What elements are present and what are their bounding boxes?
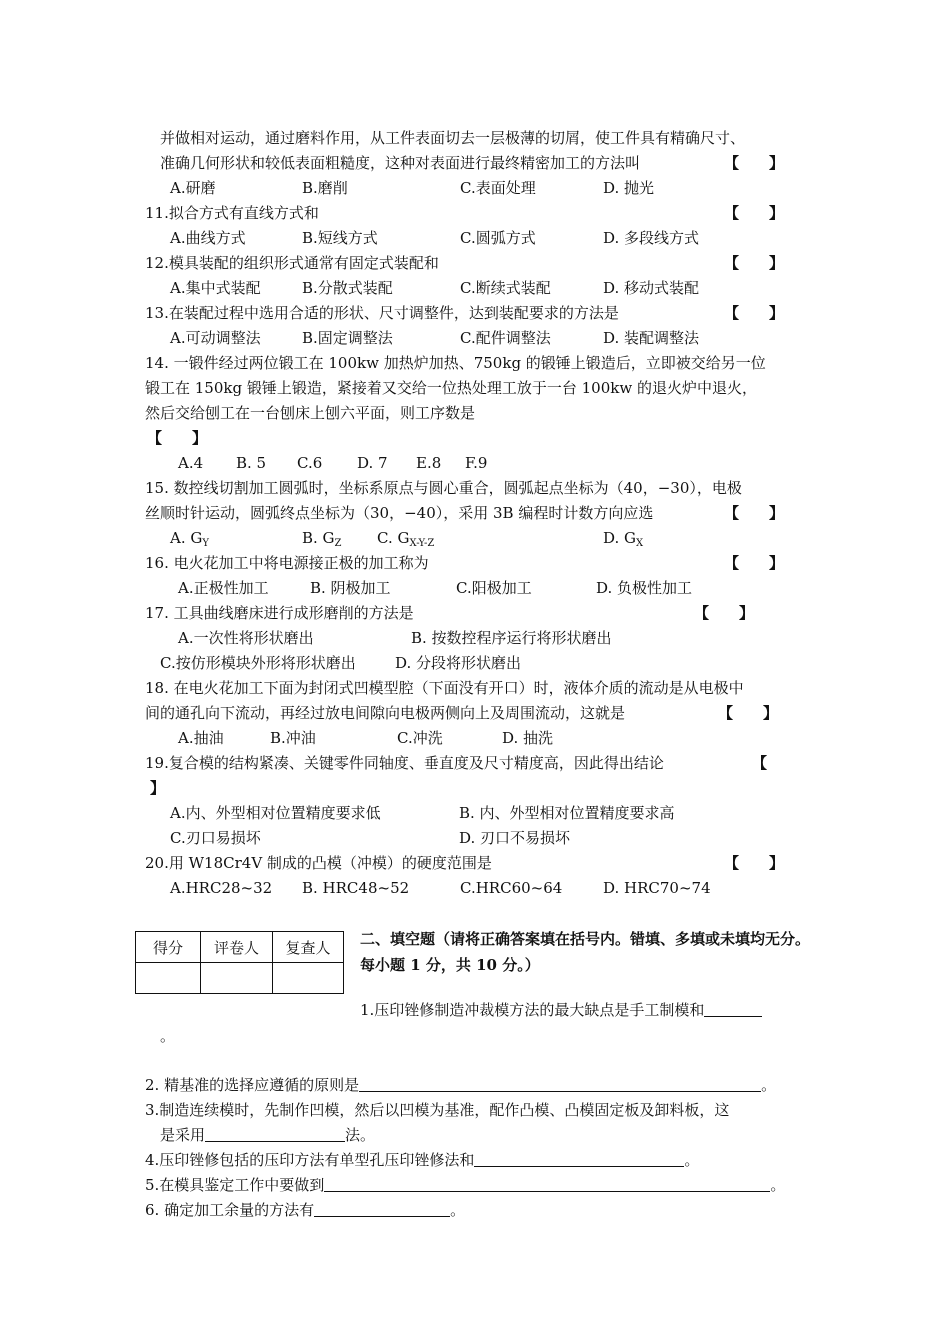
- q17-option-b[interactable]: B. 按数控程序运行将形状磨出: [411, 629, 612, 647]
- q13-stem: 13.在装配过程中选用合适的形状、尺寸调整件，达到装配要求的方法是: [145, 304, 619, 322]
- q18-stem-line2: 间的通孔向下流动，再经过放电间隙向电极两侧向上及周围流动，这就是: [145, 704, 626, 722]
- q15-stem-line2: 丝顺时针运动，圆弧终点坐标为（30，−40），采用 3B 编程时计数方向应选: [145, 504, 654, 522]
- q14-stem-line2: 锻工在 150kg 锻锤上锻造，紧接着又交给一位热处理工放于一台 100kw 的退火炉中退火，: [145, 379, 757, 397]
- q11-answer-bracket[interactable]: 【 】: [724, 204, 785, 222]
- q13-option-a[interactable]: A.可动调整法: [170, 329, 261, 347]
- q15-stem-line1: 15. 数控线切割加工圆弧时，坐标系原点与圆心重合，圆弧起点坐标为（40，−30），电极: [145, 479, 742, 497]
- q11-option-d[interactable]: D. 多段线方式: [603, 229, 700, 247]
- fill-3-line2: [160, 1125, 375, 1145]
- reviewer-header: 复查人: [273, 932, 344, 963]
- q15-option-a-sub: Y: [202, 538, 209, 549]
- q10-text-line2: 准确几何形状和较低表面粗糙度，这种对表面进行最终精密加工的方法叫: [160, 154, 641, 172]
- q10-answer-bracket[interactable]: 【 】: [724, 154, 785, 172]
- fill-3-pre: 是采用: [160, 1126, 206, 1144]
- fill-5-end: 。: [770, 1176, 786, 1194]
- q18-option-c[interactable]: C.冲洗: [397, 729, 443, 747]
- fill-6: [145, 1200, 465, 1220]
- q12-answer-bracket[interactable]: 【 】: [724, 254, 785, 272]
- q11-option-b[interactable]: B.短线方式: [302, 229, 378, 247]
- q11-stem: 11.拟合方式有直线方式和: [145, 204, 319, 222]
- q15-option-d-sub: X: [636, 538, 644, 549]
- q15-option-a[interactable]: [170, 528, 209, 554]
- q13-option-c[interactable]: C.配件调整法: [460, 329, 551, 347]
- q19-option-c[interactable]: C.刃口易损坏: [170, 829, 261, 847]
- fill-4-text: 4.压印锉修包括的压印方法有单型孔压印锉修法和: [145, 1151, 475, 1169]
- fill-6-text: 6. 确定加工余量的方法有: [145, 1201, 315, 1219]
- q14-option-a[interactable]: A.4: [178, 454, 204, 472]
- fill-2: [145, 1075, 776, 1095]
- q18-option-b[interactable]: B.冲油: [270, 729, 316, 747]
- q12-option-b[interactable]: B.分散式装配: [302, 279, 393, 297]
- q15-option-c[interactable]: [377, 528, 434, 554]
- fill-4-blank[interactable]: [474, 1151, 684, 1167]
- q14-stem-line3: 然后交给刨工在一台刨床上刨六平面，则工序数是: [145, 404, 476, 422]
- q16-option-b[interactable]: B. 阴极加工: [310, 579, 391, 597]
- fill-5-text: 5.在模具鉴定工作中要做到: [145, 1176, 325, 1194]
- q16-option-c[interactable]: C.阳极加工: [456, 579, 532, 597]
- q13-option-d[interactable]: D. 装配调整法: [603, 329, 700, 347]
- q10-option-c[interactable]: C.表面处理: [460, 179, 536, 197]
- fill-2-blank[interactable]: [359, 1076, 761, 1092]
- q17-option-c[interactable]: C.按仿形模块外形将形状磨出: [160, 654, 356, 672]
- q10-text-line1: 并做相对运动，通过磨料作用，从工件表面切去一层极薄的切屑，使工件具有精确尺寸、: [160, 129, 746, 147]
- q13-option-b[interactable]: B.固定调整法: [302, 329, 393, 347]
- fill-1: [360, 1000, 762, 1020]
- score-header: 得分: [136, 932, 201, 963]
- q12-option-c[interactable]: C.断续式装配: [460, 279, 551, 297]
- q19-stem: 19.复合模的结构紧凑、关键零件同轴度、垂直度及尺寸精度高，因此得出结论: [145, 754, 664, 772]
- q14-option-d[interactable]: D. 7: [357, 454, 388, 472]
- q14-option-c[interactable]: C.6: [297, 454, 323, 472]
- section2-title: 二、填空题（请将正确答案填在括号内。错填、多填或未填均无分。每小题 1 分，共 10 分。）: [360, 930, 811, 974]
- q18-answer-bracket[interactable]: 【 】: [718, 704, 779, 722]
- q19-option-a[interactable]: A.内、外型相对位置精度要求低: [170, 804, 381, 822]
- grader-cell[interactable]: [201, 963, 273, 994]
- q14-option-b[interactable]: B. 5: [236, 454, 267, 472]
- q16-answer-bracket[interactable]: 【 】: [724, 554, 785, 572]
- q17-answer-bracket[interactable]: 【 】: [694, 604, 755, 622]
- reviewer-cell[interactable]: [273, 963, 344, 994]
- q15-option-c-sub: X-Y-Z: [409, 538, 435, 549]
- q18-option-d[interactable]: D. 抽洗: [502, 729, 554, 747]
- fill-1-end: 。: [160, 1027, 176, 1045]
- q20-stem: 20.用 W18Cr4V 制成的凸模（冲模）的硬度范围是: [145, 854, 492, 872]
- q15-option-b-sub: Z: [334, 538, 342, 549]
- q12-option-a[interactable]: A.集中式装配: [170, 279, 261, 297]
- fill-3-end: 法。: [345, 1126, 376, 1144]
- q15-option-c-text: C. G: [377, 529, 410, 547]
- q20-option-a[interactable]: A.HRC28~32: [170, 879, 273, 897]
- q13-answer-bracket[interactable]: 【 】: [724, 304, 785, 322]
- q19-bracket-close[interactable]: 】: [150, 779, 166, 797]
- q14-option-e[interactable]: E.8: [416, 454, 442, 472]
- q17-stem: 17. 工具曲线磨床进行成形磨削的方法是: [145, 604, 414, 622]
- fill-2-end: 。: [761, 1076, 777, 1094]
- fill-5: [145, 1175, 785, 1195]
- fill-4: [145, 1150, 699, 1170]
- q18-stem-line1: 18. 在电火花加工下面为封闭式凹模型腔（下面没有开口）时，液体介质的流动是从电极中: [145, 679, 744, 697]
- q19-option-d[interactable]: D. 刃口不易损坏: [459, 829, 571, 847]
- q15-answer-bracket[interactable]: 【 】: [724, 504, 785, 522]
- grader-header: 评卷人: [201, 932, 273, 963]
- fill-3-line1: 3.制造连续模时，先制作凹模，然后以凹模为基准，配作凸模、凸模固定板及卸料板，这: [145, 1101, 730, 1119]
- q11-option-c[interactable]: C.圆弧方式: [460, 229, 536, 247]
- q15-option-b[interactable]: [302, 528, 342, 554]
- q19-option-b[interactable]: B. 内、外型相对位置精度要求高: [459, 804, 675, 822]
- q17-option-a[interactable]: A.一次性将形状磨出: [178, 629, 314, 647]
- fill-6-end: 。: [450, 1201, 466, 1219]
- q12-stem: 12.模具装配的组织形式通常有固定式装配和: [145, 254, 439, 272]
- q18-option-a[interactable]: A.抽油: [178, 729, 224, 747]
- q15-option-a-text: A. G: [170, 529, 203, 547]
- fill-3-blank[interactable]: [205, 1126, 345, 1142]
- score-cell[interactable]: [136, 963, 201, 994]
- q17-option-d[interactable]: D. 分段将形状磨出: [395, 654, 522, 672]
- q14-option-f[interactable]: F.9: [465, 454, 488, 472]
- q20-option-b[interactable]: B. HRC48~52: [302, 879, 410, 897]
- fill-4-end: 。: [684, 1151, 700, 1169]
- fill-1-text: 1.压印锉修制造冲裁模方法的最大缺点是手工制模和: [360, 1001, 705, 1019]
- q19-bracket-open[interactable]: 【: [752, 754, 768, 772]
- q16-option-d[interactable]: D. 负极性加工: [596, 579, 693, 597]
- q11-option-a[interactable]: A.曲线方式: [170, 229, 246, 247]
- fill-1-blank[interactable]: [704, 1001, 762, 1017]
- q20-option-c[interactable]: C.HRC60~64: [460, 879, 563, 897]
- q15-option-d-text: D. G: [603, 529, 637, 547]
- q14-answer-bracket[interactable]: 【 】: [147, 429, 208, 447]
- q16-stem: 16. 电火花加工中将电源接正极的加工称为: [145, 554, 429, 572]
- q12-option-d[interactable]: D. 移动式装配: [603, 279, 700, 297]
- q20-answer-bracket[interactable]: 【 】: [724, 854, 785, 872]
- q20-option-d[interactable]: D. HRC70~74: [603, 879, 711, 897]
- q15-option-d[interactable]: [603, 528, 643, 554]
- q16-option-a[interactable]: A.正极性加工: [178, 579, 269, 597]
- q15-option-b-text: B. G: [302, 529, 335, 547]
- q10-option-a[interactable]: A.研磨: [170, 179, 216, 197]
- q10-option-b[interactable]: B.磨削: [302, 179, 348, 197]
- score-table: [135, 931, 344, 994]
- fill-6-blank[interactable]: [314, 1201, 450, 1217]
- fill-2-text: 2. 精基准的选择应遵循的原则是: [145, 1076, 360, 1094]
- fill-5-blank[interactable]: [324, 1176, 770, 1192]
- q10-option-d[interactable]: D. 抛光: [603, 179, 655, 197]
- q14-stem-line1: 14. 一锻件经过两位锻工在 100kw 加热炉加热、750kg 的锻锤上锻造后，立即被交给另一位: [145, 354, 766, 372]
